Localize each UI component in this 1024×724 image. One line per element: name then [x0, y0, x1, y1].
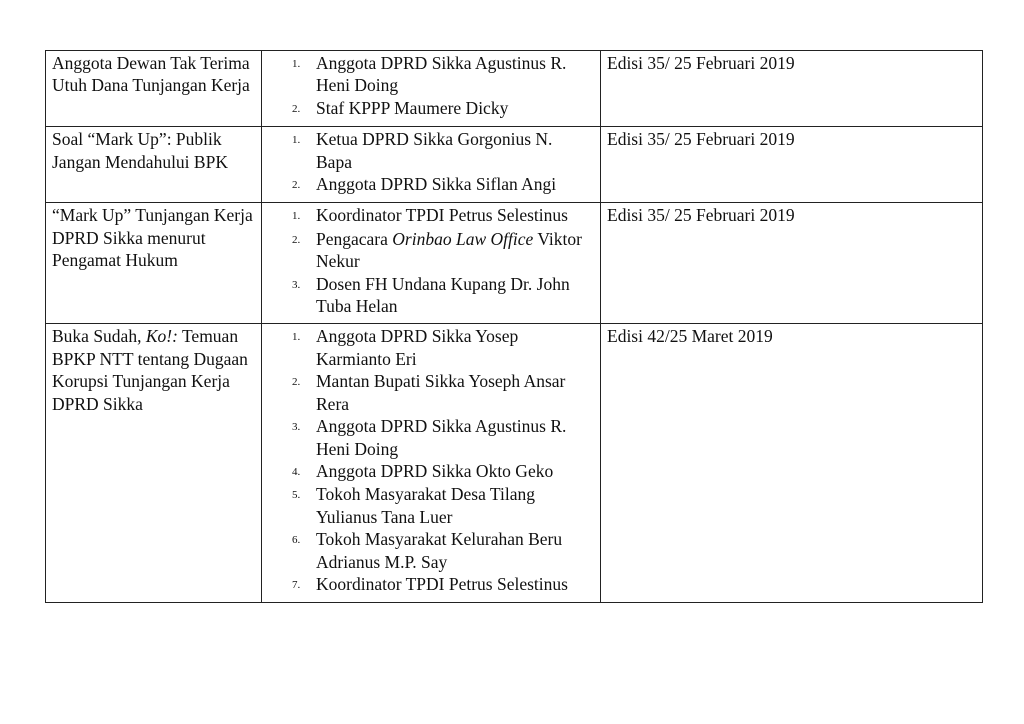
- list-number: 3.: [292, 421, 301, 434]
- edition-cell: Edisi 35/ 25 Februari 2019: [601, 203, 983, 324]
- article-title: Anggota Dewan Tak Terima Utuh Dana Tunjangan Kerja: [46, 51, 262, 127]
- source-name: Dosen FH Undana Kupang Dr. John Tuba Helan: [316, 273, 570, 317]
- sources-cell: [262, 324, 601, 603]
- source-name: Koordinator TPDI Petrus Selestinus: [316, 573, 568, 594]
- source-name: Pengacara Orinbao Law Office Viktor Nekur: [316, 228, 582, 272]
- list-item: [268, 460, 595, 483]
- source-name: Koordinator TPDI Petrus Selestinus: [316, 205, 568, 226]
- list-item: [268, 273, 595, 318]
- list-item: [268, 228, 595, 273]
- source-name: Anggota DPRD Sikka Agustinus R. Heni Doing: [316, 53, 567, 96]
- list-number: 1.: [292, 331, 301, 344]
- list-item: [268, 573, 595, 596]
- title-italic: Ko!:: [145, 326, 178, 347]
- source-name: Tokoh Masyarakat Desa Tilang Yulianus Tana Luer: [316, 484, 535, 527]
- source-name: Anggota DPRD Sikka Siflan Angi: [316, 174, 557, 195]
- list-number: 1.: [292, 210, 301, 223]
- source-name: Anggota DPRD Sikka Agustinus R. Heni Doing: [316, 416, 567, 459]
- list-number: 2.: [292, 179, 301, 192]
- sources-cell: [262, 51, 601, 127]
- article-title: “Mark Up” Tunjangan Kerja DPRD Sikka menurut Pengamat Hukum: [46, 203, 262, 324]
- source-name: Anggota DPRD Sikka Yosep Karmianto Eri: [316, 326, 519, 369]
- list-number: 6.: [292, 534, 301, 547]
- list-number: 5.: [292, 489, 301, 502]
- source-list: [268, 52, 595, 120]
- table-row: [46, 324, 983, 603]
- news-sources-table: [45, 50, 983, 603]
- edition-cell: Edisi 35/ 25 Februari 2019: [601, 127, 983, 203]
- source-list: [268, 325, 595, 596]
- list-number: 2.: [292, 376, 301, 389]
- list-item: [268, 128, 595, 173]
- list-item: [268, 325, 595, 370]
- source-name: Tokoh Masyarakat Kelurahan Beru Adrianus M.P. Say: [316, 529, 563, 572]
- list-item: [268, 528, 595, 573]
- article-title: Buka Sudah, Ko!: Temuan BPKP NTT tentang Dugaan Korupsi Tunjangan Kerja DPRD Sikka: [46, 324, 262, 603]
- source-name: Staf KPPP Maumere Dicky: [316, 97, 509, 118]
- source-list: [268, 204, 595, 317]
- table-row: [46, 203, 983, 324]
- list-number: 1.: [292, 58, 301, 70]
- sources-cell: [262, 127, 601, 203]
- list-item: [268, 415, 595, 460]
- list-number: 2.: [292, 102, 301, 115]
- list-item: [268, 370, 595, 415]
- table-row: [46, 127, 983, 203]
- list-item: [268, 204, 595, 227]
- list-item: [268, 483, 595, 528]
- list-number: 4.: [292, 465, 301, 478]
- article-title: Soal “Mark Up”: Publik Jangan Mendahului BPK: [46, 127, 262, 203]
- source-name: Anggota DPRD Sikka Okto Geko: [316, 460, 554, 481]
- sources-cell: [262, 203, 601, 324]
- list-number: 7.: [292, 578, 301, 591]
- table-row: [46, 51, 983, 127]
- source-name: Ketua DPRD Sikka Gorgonius N. Bapa: [316, 129, 553, 172]
- list-item: [268, 173, 595, 196]
- list-item: [268, 97, 595, 120]
- list-number: 1.: [292, 134, 301, 147]
- source-list: [268, 128, 595, 196]
- law-office-name: Orinbao Law Office: [392, 228, 534, 249]
- edition-cell: Edisi 42/25 Maret 2019: [601, 324, 983, 603]
- list-item: [268, 52, 595, 97]
- list-number: 2.: [292, 233, 301, 246]
- list-number: 3.: [292, 278, 301, 291]
- edition-cell: Edisi 35/ 25 Februari 2019: [601, 51, 983, 127]
- source-name: Mantan Bupati Sikka Yoseph Ansar Rera: [316, 371, 566, 414]
